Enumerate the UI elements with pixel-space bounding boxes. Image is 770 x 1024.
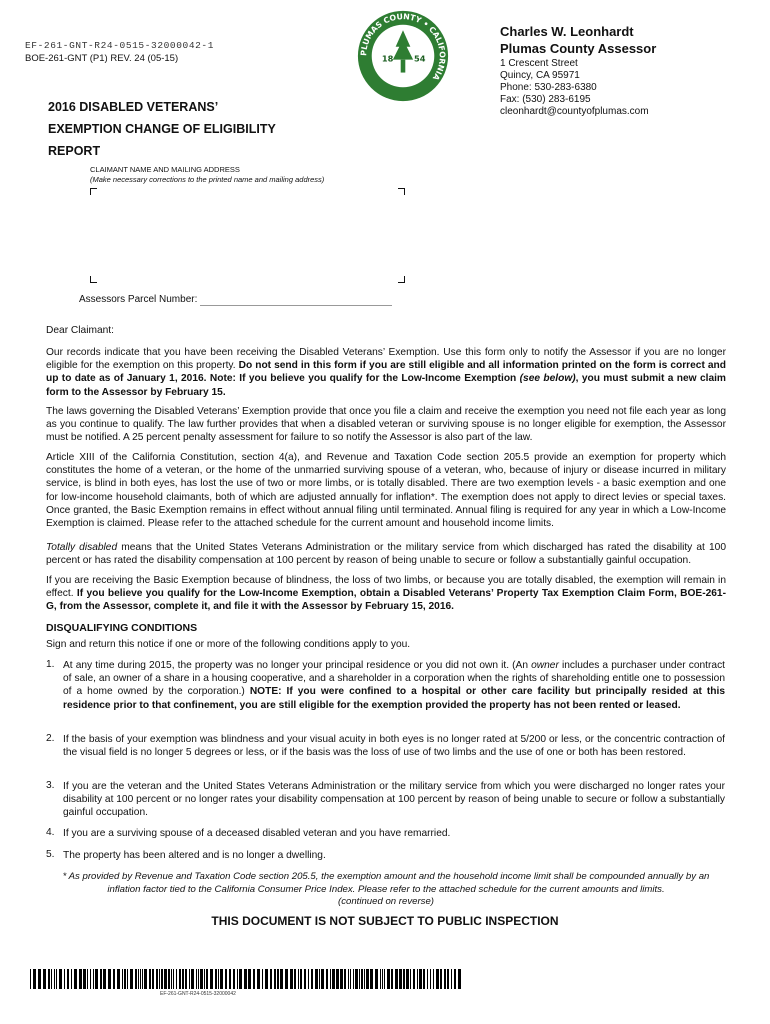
barcode-bar: [229, 969, 231, 989]
barcode-bar: [124, 969, 126, 989]
barcode-bar: [156, 969, 158, 989]
barcode-bar: [67, 969, 69, 989]
barcode-bar: [198, 969, 199, 989]
barcode-bar: [410, 969, 411, 989]
title-line-1: 2016 DISABLED VETERANS’: [48, 100, 219, 114]
condition-1-owner-term: owner: [531, 660, 559, 671]
barcode-bar: [173, 969, 174, 989]
barcode-bar: [370, 969, 373, 989]
continued-on-reverse: (continued on reverse): [338, 896, 434, 908]
barcode-bar: [48, 969, 50, 989]
barcode-bar: [315, 969, 318, 989]
barcode-bar: [189, 969, 190, 989]
barcode-bar: [391, 969, 393, 989]
barcode-bar: [319, 969, 320, 989]
claimant-note: (Make necessary corrections to the printed name and mailing address): [90, 175, 325, 184]
barcode-bar: [33, 969, 36, 989]
seal-trunk: [401, 60, 406, 73]
barcode-bar: [83, 969, 86, 989]
barcode-bar: [300, 969, 302, 989]
barcode-bar: [135, 969, 137, 989]
title-line-2: EXEMPTION CHANGE OF ELIGIBILITY: [48, 122, 276, 136]
barcode-bar: [159, 969, 160, 989]
barcode-bar: [353, 969, 354, 989]
condition-1-text-c: includes a purchaser under contract of sale, an owner of a share in a housing cooperative, and a shareholder in a corporation when the rights of shareholding entitle one to possession of a home owned by the corporation.): [63, 660, 725, 698]
public-inspection-notice: THIS DOCUMENT IS NOT SUBJECT TO PUBLIC INSPECTION: [211, 914, 559, 928]
barcode-bar: [417, 969, 418, 989]
barcode-bar: [204, 969, 205, 989]
inflation-footnote: [46, 871, 726, 909]
seal-year-left: 18: [381, 53, 394, 64]
seal-year-right: 54: [414, 53, 426, 64]
barcode-icon: [30, 969, 462, 989]
condition-1: [63, 659, 725, 712]
barcode-bar: [87, 969, 88, 989]
assessor-phone: Phone: 530-283-6380: [500, 82, 597, 93]
assessor-city: Quincy, CA 95971: [500, 70, 580, 81]
barcode-bar: [384, 969, 385, 989]
p5-intro: If you are receiving the Basic Exemption because of blindness, the loss of two limbs, or because you are totally disabled, the exemption will remain in effect.: [46, 575, 726, 600]
barcode-bar: [237, 969, 238, 989]
barcode-bar: [458, 969, 461, 989]
barcode-bar: [257, 969, 260, 989]
barcode-caption: EF-261-GNT-R24-0515-32000042: [160, 991, 236, 997]
address-window-corner-br: [398, 276, 405, 283]
barcode-bar: [248, 969, 251, 989]
condition-3-number: 3.: [46, 780, 55, 791]
claimant-label-text: CLAIMANT NAME AND MAILING ADDRESS: [90, 165, 240, 174]
barcode-bar: [262, 969, 263, 989]
footnote-text: * As provided by Revenue and Taxation Code section 205.5, the exemption amount and the household income limit shall be compounded annually by an inflation factor tied to the California Consumer Price Index. Please refer to the attached schedule for the current amounts and limits.: [62, 871, 710, 895]
p1-see-below: (see below): [519, 373, 576, 385]
barcode-bar: [399, 969, 402, 989]
p4-term: Totally disabled: [46, 542, 118, 553]
barcode-bar: [152, 969, 154, 989]
disqualifying-intro: Sign and return this notice if one or more of the following conditions apply to you.: [46, 639, 411, 650]
barcode-bar: [117, 969, 120, 989]
condition-3: If you are the veteran and the United States Veterans Administration or the military service from which you were discharged no longer rates your disability at 100 percent or no longer rates your disability compensation at 100 percent by reason of being unable to secure or follow a substantially gainful occupation.: [63, 781, 725, 819]
barcode-bar: [395, 969, 398, 989]
barcode-bar: [220, 969, 223, 989]
barcode-bar: [225, 969, 227, 989]
condition-1-text-a: At any time during 2015, the property was no longer your principal residence or you did not own it. (An: [63, 660, 532, 671]
barcode-bar: [444, 969, 446, 989]
barcode-bar: [191, 969, 194, 989]
barcode-bar: [308, 969, 309, 989]
barcode-bar: [54, 969, 55, 989]
barcode-bar: [451, 969, 452, 989]
disqualifying-heading: DISQUALIFYING CONDITIONS: [46, 622, 198, 634]
paragraph-3: Article XIII of the California Constitution, section 4(a), and Revenue and Taxation Code section 205.5 provide an exemption for property which constitutes the home of a veteran, or the home of the unmarried surviving spouse of a veteran, who, because of injury or disease incurred in military service, is blind in both eyes, has lost the use of two or more limbs, or is totally disabled. There are two exemption levels - a basic exemption and one for low-income household claimants, both of which are adjusted annually for inflation*. The exemption does not apply to direct levies or special taxes. Once granted, the Basic Exemption remains in effect without annual filing until terminated. Annual filing is required for any year in which a Low-Income Exemption is claimed. Please refer to the attached schedule for the current amount and household income limits.: [46, 452, 726, 530]
barcode-bar: [413, 969, 415, 989]
barcode-bar: [336, 969, 339, 989]
barcode-bar: [280, 969, 283, 989]
barcode-bar: [436, 969, 439, 989]
barcode-bar: [138, 969, 139, 989]
p1-bold-notice: Do not send in this form if you are still eligible and all information printed on the form is correct and up to date as of January 1, 2016. Note: If you believe you qualify for the Low-Income Exemption: [46, 360, 727, 385]
condition-5-number: 5.: [46, 849, 55, 860]
paragraph-1: [46, 346, 726, 399]
barcode-bar: [218, 969, 219, 989]
barcode-bar: [79, 969, 82, 989]
barcode-bar: [30, 969, 31, 989]
barcode-bar: [326, 969, 328, 989]
greeting: Dear Claimant:: [46, 325, 114, 336]
barcode-bar: [51, 969, 52, 989]
barcode-bar: [277, 969, 279, 989]
barcode-bar: [427, 969, 428, 989]
assessor-title: Plumas County Assessor: [500, 41, 657, 56]
barcode-bar: [74, 969, 77, 989]
barcode-bar: [215, 969, 217, 989]
barcode-bar: [144, 969, 147, 989]
barcode-bar: [161, 969, 163, 989]
barcode-bar: [387, 969, 390, 989]
barcode-bar: [108, 969, 111, 989]
barcode-bar: [454, 969, 456, 989]
claimant-address-label: [90, 165, 324, 185]
condition-1-note: NOTE: If you were confined to a hospital or other care facility but principally resided at this residence prior to that confinement, you are still eligible for the exemption provided the property has not been rented or leased.: [63, 686, 726, 711]
assessor-street: 1 Crescent Street: [500, 58, 578, 69]
p5-bold-instruction: If you believe you qualify for the Low-Income Exemption, obtain a Disabled Veterans’ Property Tax Exemption Claim Form, BOE-261-G, from the Assessor, complete it, and file it with the Assessor by February 15, 2016.: [46, 588, 726, 613]
barcode-bar: [64, 969, 65, 989]
barcode-bar: [239, 969, 242, 989]
barcode-bar: [164, 969, 167, 989]
assessor-email[interactable]: cleonhardt@countyofplumas.com: [500, 106, 649, 117]
condition-1-number: 1.: [46, 659, 55, 670]
barcode-bar: [285, 969, 288, 989]
barcode-bar: [130, 969, 133, 989]
barcode-bar: [423, 969, 425, 989]
barcode-bar: [380, 969, 381, 989]
document-title: [48, 96, 368, 162]
barcode-bar: [95, 969, 98, 989]
barcode-bar: [210, 969, 213, 989]
barcode-bar: [366, 969, 369, 989]
barcode-bar: [274, 969, 276, 989]
barcode-bar: [196, 969, 197, 989]
barcode-bar: [382, 969, 383, 989]
p4-definition: means that the United States Veterans Administration or the military service from which discharged has rated the disability at 100 percent or has rated the disability compensation at 100 percent by reason of being unable to secure or follow a substantially gainful occupation.: [46, 542, 726, 567]
barcode-bar: [332, 969, 335, 989]
barcode-bar: [200, 969, 203, 989]
p1-deadline: , you must submit a new claim form to the Assessor by February 15.: [46, 373, 726, 398]
barcode-bar: [253, 969, 255, 989]
p1-intro: Our records indicate that you have been receiving the Disabled Veterans’ Exemption. Use this form only to notify the Assessor if you are no longer eligible for the exemption on this property.: [46, 347, 726, 372]
barcode-bar: [100, 969, 102, 989]
title-line-3: REPORT: [48, 144, 101, 158]
address-window-corner-bl: [90, 276, 97, 283]
barcode-bar: [403, 969, 405, 989]
barcode-bar: [419, 969, 422, 989]
barcode-bar: [233, 969, 235, 989]
barcode-bar: [90, 969, 91, 989]
barcode-bar: [185, 969, 187, 989]
barcode-bar: [311, 969, 313, 989]
condition-2-number: 2.: [46, 733, 55, 744]
barcode-bar: [182, 969, 184, 989]
barcode-bar: [290, 969, 293, 989]
barcode-bar: [440, 969, 442, 989]
barcode-bar: [430, 969, 431, 989]
barcode-bar: [375, 969, 378, 989]
barcode-bar: [179, 969, 181, 989]
condition-4: If you are a surviving spouse of a deceased disabled veteran and you have remarried.: [63, 828, 451, 839]
barcode-bar: [122, 969, 123, 989]
paragraph-5: [46, 574, 726, 614]
barcode-bar: [142, 969, 143, 989]
barcode-bar: [359, 969, 360, 989]
barcode-bar: [344, 969, 346, 989]
barcode-bar: [149, 969, 151, 989]
barcode-bar: [59, 969, 62, 989]
condition-5: The property has been altered and is no longer a dwelling.: [63, 850, 326, 861]
barcode-bar: [340, 969, 343, 989]
barcode-bar: [304, 969, 306, 989]
barcode-bar: [127, 969, 128, 989]
assessor-name: Charles W. Leonhardt: [500, 24, 634, 39]
apn-input-line[interactable]: [200, 305, 392, 306]
assessor-fax: Fax: (530) 283-6195: [500, 94, 591, 105]
barcode-bar: [298, 969, 299, 989]
seal-ring-text: PLUMAS COUNTY • CALIFORNIA: [359, 12, 447, 82]
address-window-corner-tl: [90, 188, 97, 195]
barcode-bar: [113, 969, 115, 989]
form-revision: BOE-261-GNT (P1) REV. 24 (05-15): [25, 53, 179, 64]
barcode-bar: [43, 969, 46, 989]
condition-4-number: 4.: [46, 827, 55, 838]
barcode-bar: [244, 969, 247, 989]
barcode-bar: [93, 969, 94, 989]
barcode-bar: [348, 969, 349, 989]
barcode-bar: [294, 969, 296, 989]
barcode-bar: [140, 969, 141, 989]
apn-label: Assessors Parcel Number:: [79, 294, 198, 305]
barcode-bar: [350, 969, 351, 989]
barcode-bar: [433, 969, 434, 989]
barcode-bar: [330, 969, 331, 989]
barcode-bar: [355, 969, 358, 989]
barcode-bar: [270, 969, 272, 989]
barcode-bar: [406, 969, 409, 989]
paragraph-2: The laws governing the Disabled Veterans’ Exemption provide that once you file a claim and receive the exemption you need not file each year as long as you continue to qualify. The law further provides that when a disabled veteran or surviving spouse is no longer eligible for exemption, the Assessor must be notified. A 25 percent penalty assessment for failure to so notify the Assessor is also part of the law.: [46, 406, 726, 444]
barcode-bar: [321, 969, 324, 989]
county-seal-icon: [357, 10, 449, 102]
form-id: EF-261-GNT-R24-0515-32000042-1: [25, 40, 215, 51]
barcode-bar: [71, 969, 72, 989]
barcode-bar: [206, 969, 208, 989]
condition-2: If the basis of your exemption was blindness and your visual acuity in both eyes is no longer rated at 5/200 or less, or the concentric contraction of the visual field is no longer 5 degrees or less, or if the basis was the loss of use of two limbs and the use of one or both has been restored.: [63, 734, 725, 759]
barcode-bar: [38, 969, 41, 989]
barcode-bar: [176, 969, 177, 989]
barcode-bar: [265, 969, 268, 989]
address-window-corner-tr: [398, 188, 405, 195]
barcode-bar: [56, 969, 57, 989]
barcode-bar: [168, 969, 170, 989]
barcode-bar: [171, 969, 172, 989]
barcode-bar: [364, 969, 365, 989]
barcode-bar: [447, 969, 449, 989]
paragraph-4: [46, 541, 726, 567]
barcode-bar: [361, 969, 363, 989]
barcode-bar: [103, 969, 106, 989]
